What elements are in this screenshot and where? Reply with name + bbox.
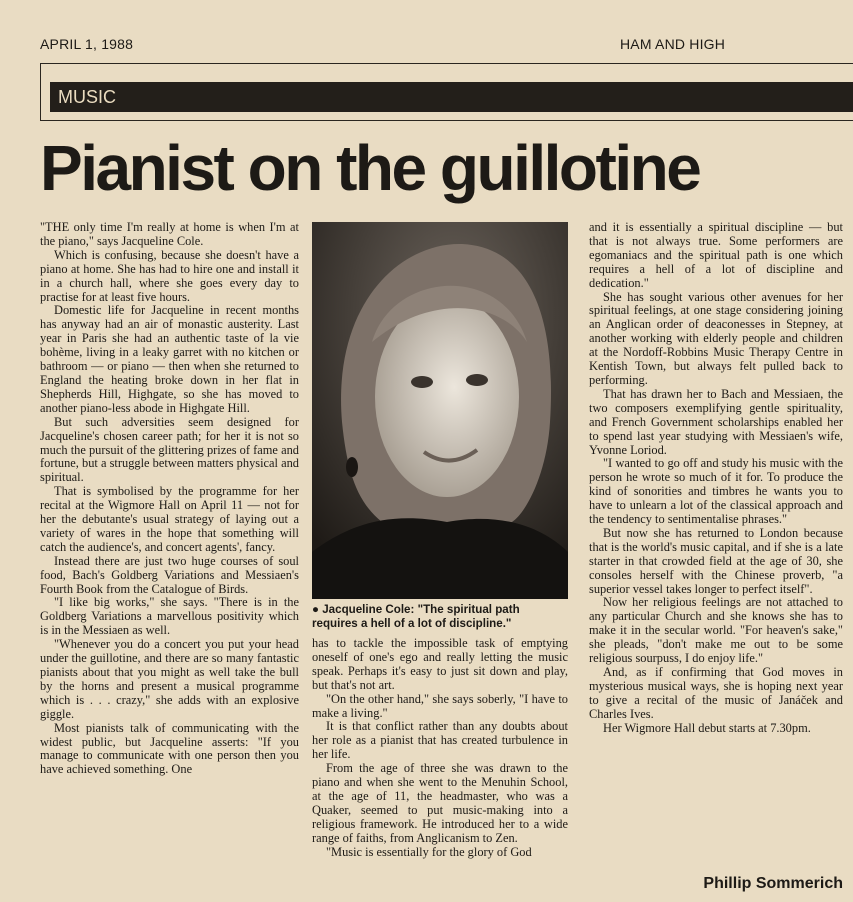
article-column-1 bbox=[40, 221, 299, 777]
section-label: MUSIC bbox=[58, 87, 116, 107]
issue-date: APRIL 1, 1988 bbox=[40, 36, 134, 52]
paragraph: "I like big works," she says. "There is in the Goldberg Variations a marvellous positivity which is in the Messiaen as well. bbox=[40, 595, 299, 638]
portrait-photo-icon bbox=[312, 222, 568, 599]
paragraph: "Whenever you do a concert you put your head under the guillotine, and there are so many fantastic pianists about that you might as well take the bull by the horns and present a musical programme which is . . . crazy," she adds with an explosive giggle. bbox=[40, 637, 299, 721]
paragraph: That is symbolised by the programme for her recital at the Wigmore Hall on April 11 — not for her the debutante's usual strategy of laying out a variety of wares in the hope that something will catch the audience's, and concert agents', fancy. bbox=[40, 484, 299, 554]
paragraph: has to tackle the impossible task of emptying oneself of one's ego and really letting the music speak. Perhaps it's easy to just sit down and play, but that's not art. bbox=[312, 636, 568, 692]
paragraph: "On the other hand," she says soberly, "I have to make a living." bbox=[312, 691, 568, 720]
paragraph: and it is essentially a spiritual discipline — but that is not always true. Some performers are egomaniacs and the spiritual path is one which requires a hell of a lot of discipline and dedication." bbox=[589, 220, 843, 290]
paragraph: Which is confusing, because she doesn't have a piano at home. She has had to hire one and install it in a church hall, where she goes every day to practise for at least five hours. bbox=[40, 247, 299, 304]
section-bar bbox=[50, 82, 853, 112]
paragraph: Her Wigmore Hall debut starts at 7.30pm. bbox=[603, 720, 811, 735]
article-column-3 bbox=[589, 221, 843, 736]
headline: Pianist on the guillotine bbox=[40, 132, 700, 204]
paragraph: And, as if confirming that God moves in mysterious musical ways, she is hoping next year to give a recital of the music of Janáček and Charles Ives. bbox=[589, 665, 843, 721]
paragraph: But now she has returned to London because that is the world's music capital, and if she is a late starter in that crowded field at the age of 30, she consoles herself with the Chinese proverb, "a superior vessel takes longer to perfect itself". bbox=[589, 525, 843, 596]
paragraph: Instead there are just two huge courses of soul food, Bach's Goldberg Variations and Messiaen's Fourth Book from the Catalogue of Birds. bbox=[40, 553, 299, 596]
paragraph: She has sought various other avenues for her spiritual feelings, at one stage considering joining an Anglican order of deaconesses in Stepney, at another working with elderly people and children at the Nordoff-Robbins Music Therapy Centre in Kentish Town, but always felt pulled back to performing. bbox=[589, 289, 843, 387]
paragraph: "THE only time I'm really at home is when I'm at the piano," says Jacqueline Cole. bbox=[40, 220, 299, 248]
portrait-photo bbox=[312, 222, 568, 599]
paragraph: That has drawn her to Bach and Messiaen, the two composers exemplifying gentle spirituality, and French Government scholarships enabled her to spend last year studying with Messiaen's wife, Yvonne Loriod. bbox=[589, 386, 843, 457]
paragraph: From the age of three she was drawn to the piano and when she went to the Menuhin School, at the age of 11, the headmaster, who was a Quaker, seemed to put music-making into a religious framework. He introduced her to a wide range of faiths, from Anglicanism to Zen. bbox=[312, 761, 568, 845]
paragraph: Now her religious feelings are not attached to any particular Church and she knows she has to make it in the secular world. "For heaven's sake," she pleads, "don't make me out to be some religious sourpuss, I do enjoy life." bbox=[589, 595, 843, 666]
paragraph: "Music is essentially for the glory of God bbox=[326, 844, 532, 859]
paragraph: "I wanted to go off and study his music with the person he wrote so much of it for. To produce the kind of sonorities and timbres he wants you to have to unlearn a lot of the classical approach and the tendency to sentimentalise phrases." bbox=[589, 456, 843, 527]
photo-caption: ● Jacqueline Cole: "The spiritual path requires a hell of a lot of discipline." bbox=[312, 603, 520, 630]
paragraph: Domestic life for Jacqueline in recent months has anyway had an air of monastic austerity. Last year in Paris she had an authentic taste of la vie bohème, living in a leaky garret with no kitchen or bathroom — or piano — then when she returned to England the heating broke down in her flat in Shepherds Hill, Highgate, so she has moved to another piano-less abode in Highgate Hill. bbox=[40, 303, 299, 415]
newspaper-name: HAM AND HIGH bbox=[620, 36, 726, 52]
paragraph: Most pianists talk of communicating with the widest public, but Jacqueline asserts: "If you manage to communicate with one person then you have achieved something. One bbox=[40, 720, 299, 777]
paragraph: But such adversities seem designed for Jacqueline's chosen career path; for her it is not so much the pursuit of the glittering prizes of fame and fortune, but a struggle between matters physical and spiritual. bbox=[40, 414, 299, 485]
paragraph: It is that conflict rather than any doubts about her role as a pianist that has created turbulence in her life. bbox=[312, 719, 568, 762]
byline: Phillip Sommerich bbox=[703, 875, 843, 892]
article-column-2 bbox=[312, 637, 568, 860]
